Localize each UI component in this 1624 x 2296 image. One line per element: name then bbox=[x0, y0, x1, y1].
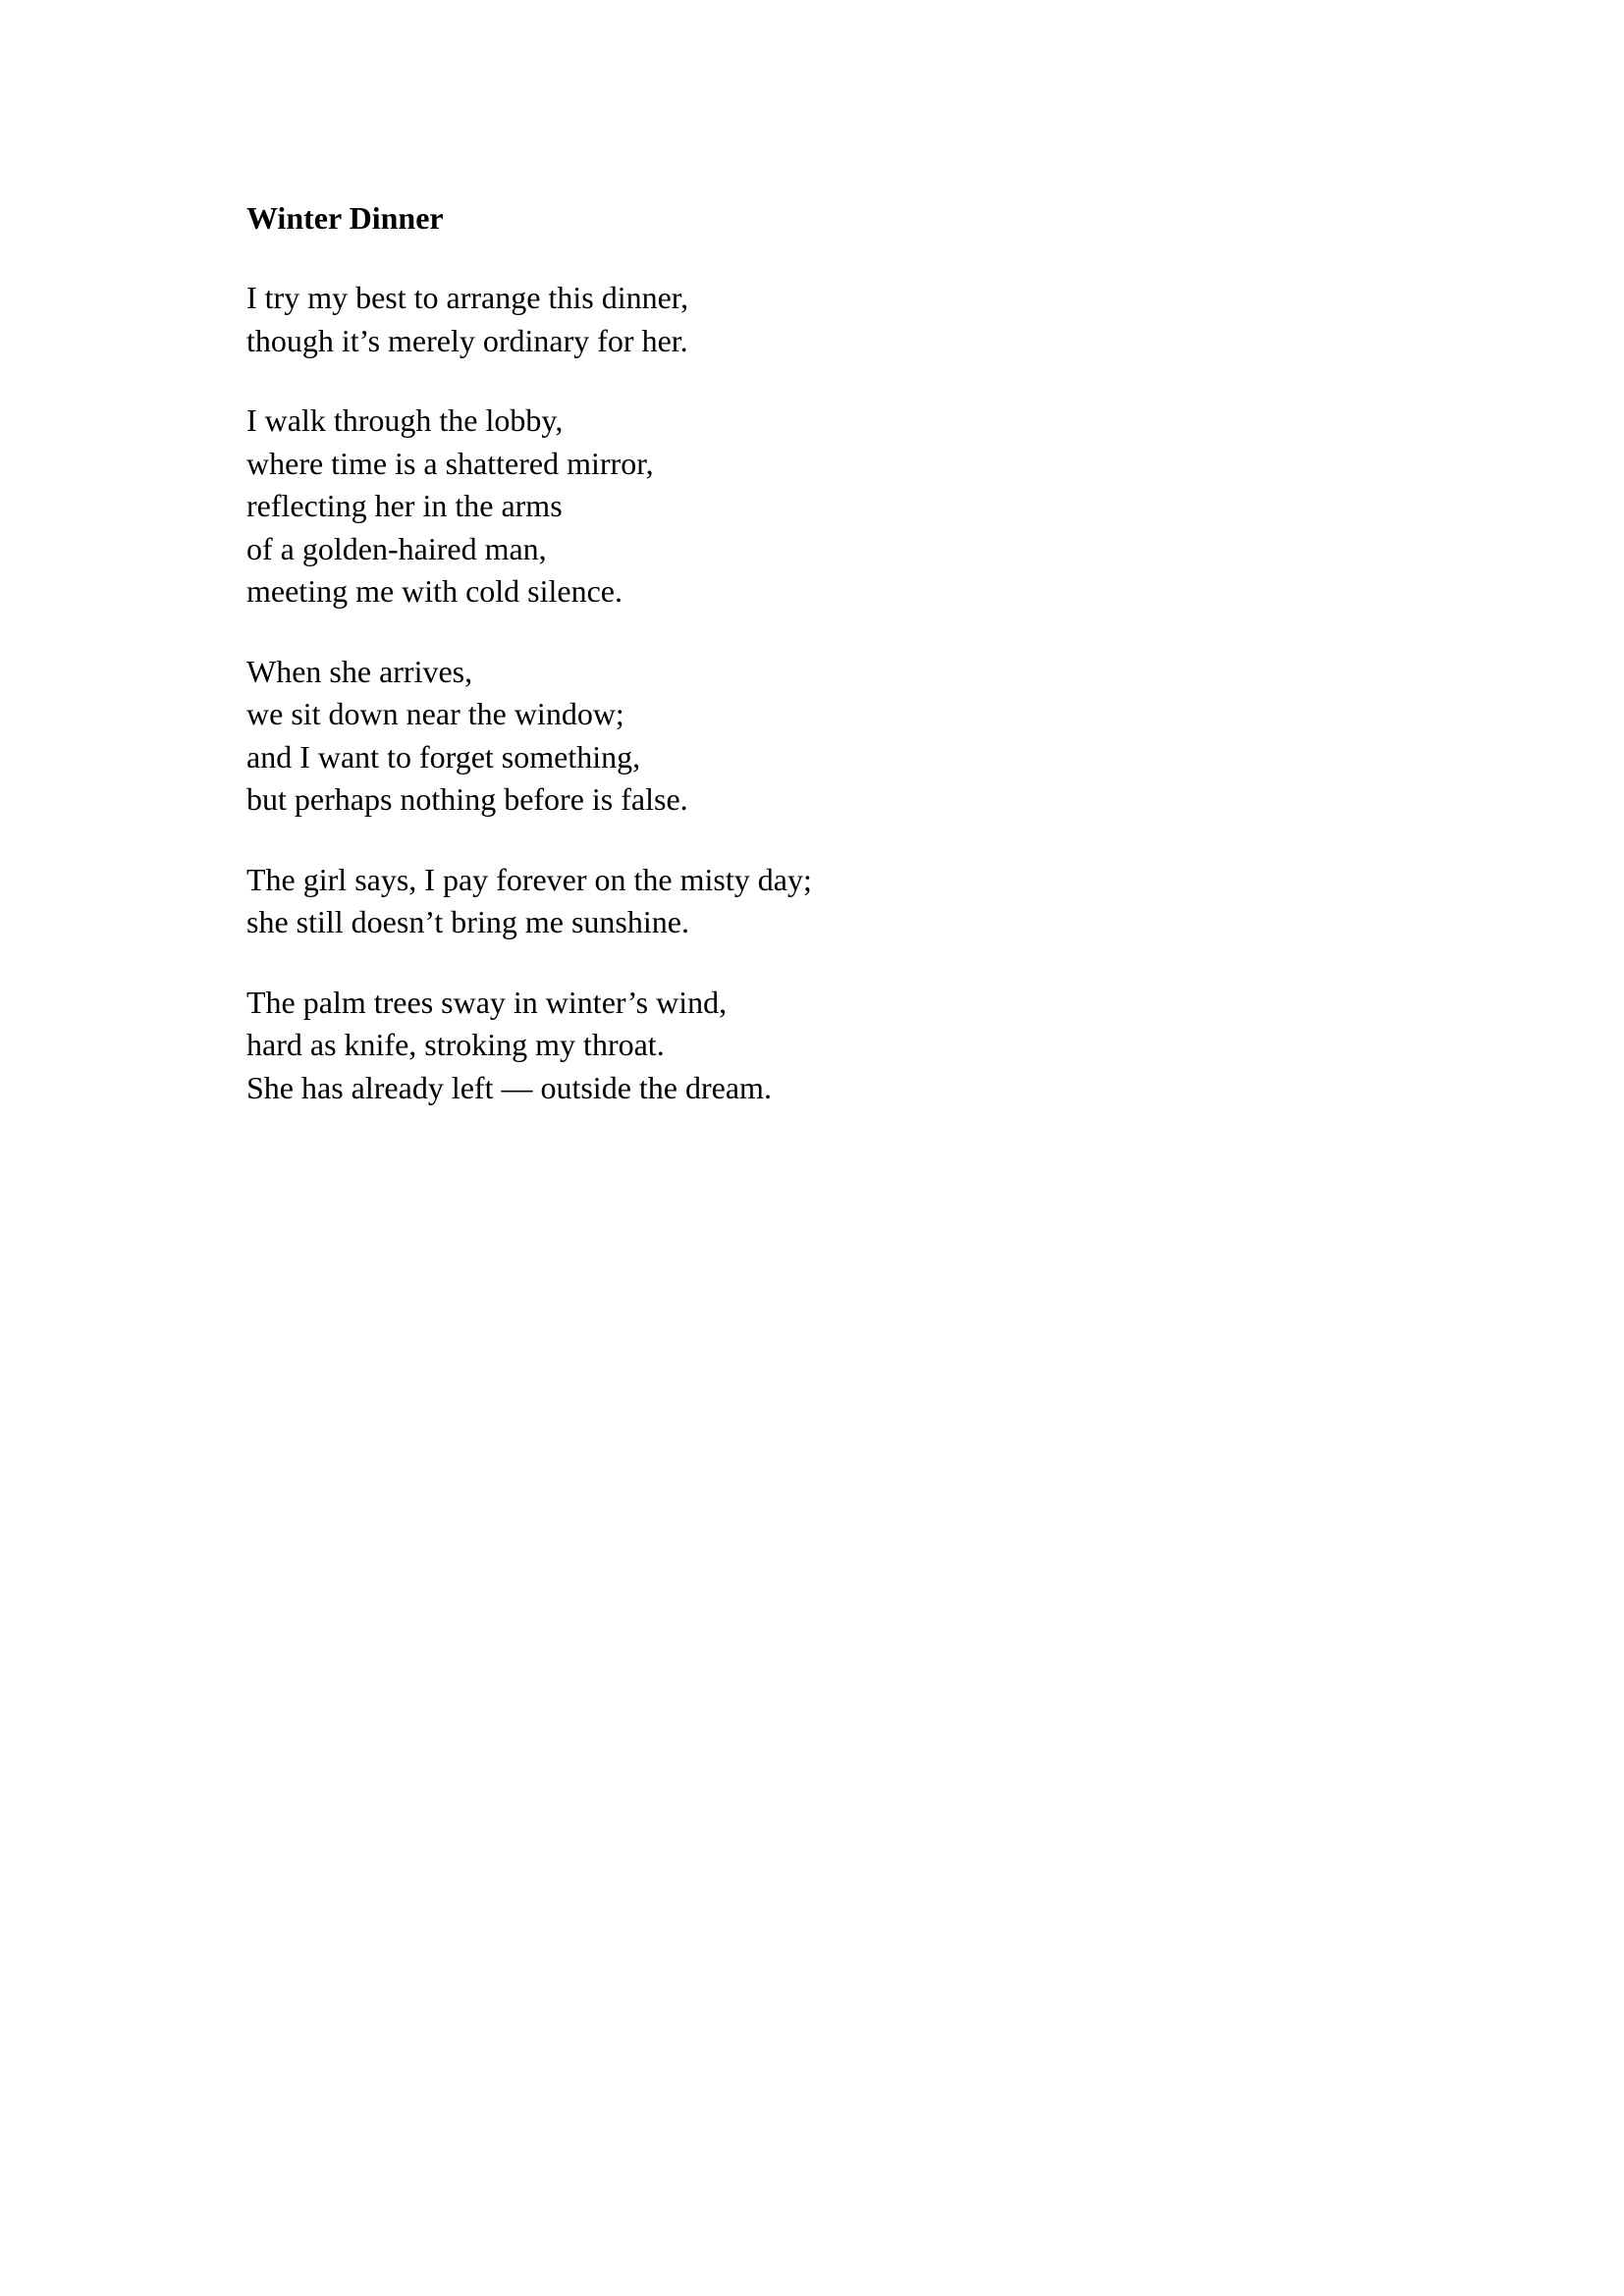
stanza-3 bbox=[246, 651, 1425, 822]
poem bbox=[246, 196, 1425, 1147]
stanza-4 bbox=[246, 859, 1425, 944]
poem-line: The palm trees sway in winter’s wind, bbox=[246, 984, 728, 1020]
poem-line: she still doesn’t bring me sunshine. bbox=[246, 904, 689, 939]
poem-line: and I want to forget something, bbox=[246, 738, 641, 774]
poem-line: where time is a shattered mirror, bbox=[246, 445, 654, 481]
poem-line: She has already left — outside the dream. bbox=[246, 1069, 772, 1105]
stanza-5 bbox=[246, 982, 1425, 1110]
stanza-1 bbox=[246, 277, 1425, 362]
stanza-2 bbox=[246, 400, 1425, 614]
poem-line: we sit down near the window; bbox=[246, 696, 624, 731]
poem-line: hard as knife, stroking my throat. bbox=[246, 1027, 665, 1062]
poem-line: meeting me with cold silence. bbox=[246, 573, 623, 609]
poem-line: I try my best to arrange this dinner, bbox=[246, 280, 689, 315]
poem-line: The girl says, I pay forever on the misty day; bbox=[246, 861, 812, 897]
poem-line: though it’s merely ordinary for her. bbox=[246, 322, 688, 358]
poem-line: of a golden-haired man, bbox=[246, 530, 547, 566]
poem-title: Winter Dinner bbox=[246, 200, 444, 236]
poem-line: When she arrives, bbox=[246, 653, 473, 689]
poem-line: reflecting her in the arms bbox=[246, 488, 563, 523]
poem-line: but perhaps nothing before is false. bbox=[246, 781, 688, 817]
poem-line: I walk through the lobby, bbox=[246, 402, 564, 438]
